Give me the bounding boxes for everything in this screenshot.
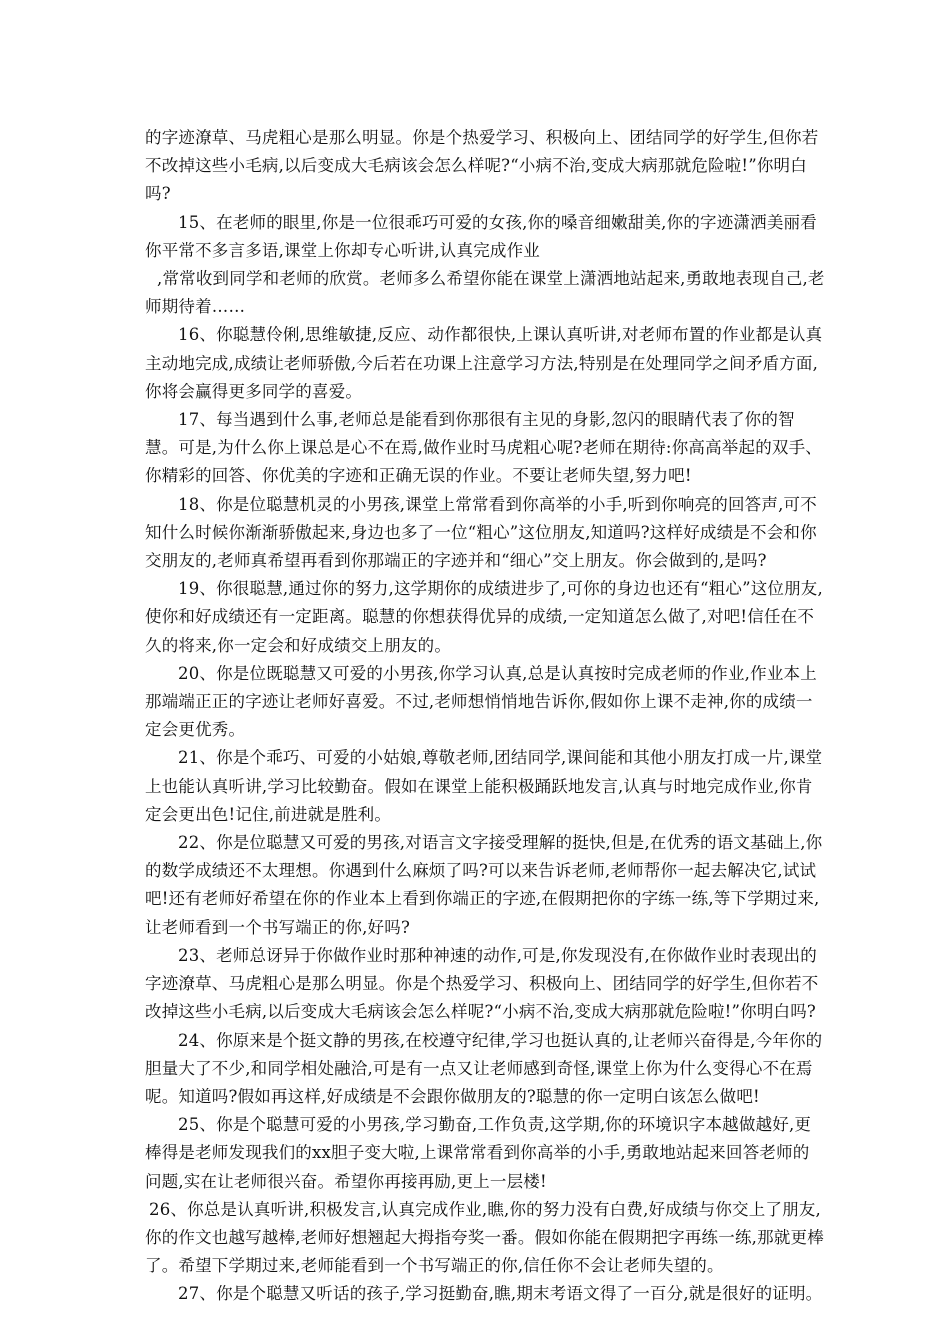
paragraph-15-continuation: ,常常收到同学和老师的欣赏。老师多么希望你能在课堂上潇洒地站起来,勇敢地表现自己,老师期待着…… [145, 269, 825, 317]
paragraph-24: 24、你原来是个挺文静的男孩,在校遵守纪律,学习也挺认真的,让老师兴奋得是,今年你的胆量大了不少,和同学相处融洽,可是有一点又让老师感到奇怪,课堂上你为什么变得心不在焉呢。知道吗?假如再这样,好成绩是不会跟你做朋友的?聪慧的你一定明白该怎么做吧! [145, 1030, 823, 1106]
paragraph-18: 18、你是位聪慧机灵的小男孩,课堂上常常看到你高举的小手,听到你响亮的回答声,可不知什么时候你渐渐骄傲起来,身边也多了一位“粗心”这位朋友,知道吗?这样好成绩是不会和你交朋友的,老师真希望再看到你那端正的字迹并和“细心”交上朋友。你会做到的,是吗? [145, 494, 817, 571]
paragraph-23: 23、老师总讶异于你做作业时那种神速的动作,可是,你发现没有,在你做作业时表现出的字迹潦草、马虎粗心是那么明显。你是个热爱学习、积极向上、团结同学的好学生,但你若不改掉这些小毛病,以后变成大毛病该会怎么样呢?“小病不治,变成大病那就危险啦!”你明白吗? [145, 945, 819, 1022]
document-body [145, 124, 825, 1309]
paragraph-17: 17、每当遇到什么事,老师总是能看到你那很有主见的身影,忽闪的眼睛代表了你的智慧。可是,为什么你上课总是心不在焉,做作业时马虎粗心呢?老师在期待:你高高举起的双手、你精彩的回答、你优美的字迹和正确无误的作业。不要让老师失望,努力吧! [145, 410, 822, 486]
paragraph-continuation: 的字迹潦草、马虎粗心是那么明显。你是个热爱学习、积极向上、团结同学的好学生,但你若不改掉这些小毛病,以后变成大毛病该会怎么样呢?“小病不治,变成大病那就危险啦!”你明白吗? [145, 128, 819, 204]
paragraph-26: 26、你总是认真听讲,积极发言,认真完成作业,瞧,你的努力没有白费,好成绩与你交上了朋友,你的作文也越写越棒,老师好想翘起大拇指夸奖一番。假如你能在假期把字再练一练,那就更棒了。希望下学期过来,老师能看到一个书写端正的你,信任你不会让老师失望的。 [145, 1199, 824, 1276]
paragraph-21: 21、你是个乖巧、可爱的小姑娘,尊敬老师,团结同学,课间能和其他小朋友打成一片,课堂上也能认真听讲,学习比较勤奋。假如在课堂上能积极踊跃地发言,认真与时地完成作业,你肯定会更出色!记住,前进就是胜利。 [145, 748, 823, 824]
paragraph-15: 15、在老师的眼里,你是一位很乖巧可爱的女孩,你的嗓音细嫩甜美,你的字迹潇洒美丽看你平常不多言多语,课堂上你却专心听讲,认真完成作业 [145, 212, 817, 260]
paragraph-19: 19、你很聪慧,通过你的努力,这学期你的成绩进步了,可你的身边也还有“粗心”这位朋友,使你和好成绩还有一定距离。聪慧的你想获得优异的成绩,一定知道怎么做了,对吧!信任在不久的将来,你一定会和好成绩交上朋友的。 [145, 579, 823, 655]
paragraph-25: 25、你是个聪慧可爱的小男孩,学习勤奋,工作负责,这学期,你的环境识字本越做越好,更棒得是老师发现我们的xx胆子变大啦,上课常常看到你高举的小手,勇敢地站起来回答老师的问题,实在让老师很兴奋。希望你再接再励,更上一层楼! [145, 1115, 812, 1191]
paragraph-22: 22、你是位聪慧又可爱的男孩,对语言文字接受理解的挺快,但是,在优秀的语文基础上,你的数学成绩还不太理想。你遇到什么麻烦了吗?可以来告诉老师,老师帮你一起去解决它,试试吧!还有老师好希望在你的作业本上看到你端正的字迹,在假期把你的字练一练,等下学期过来,让老师看到一个书写端正的你,好吗? [145, 833, 823, 937]
paragraph-27: 27、你是个聪慧又听话的孩子,学习挺勤奋,瞧,期末考语文得了一百分,就是很好的证明。 [178, 1284, 823, 1304]
paragraph-20: 20、你是位既聪慧又可爱的小男孩,你学习认真,总是认真按时完成老师的作业,作业本上那端端正正的字迹让老师好喜爱。不过,老师想悄悄地告诉你,假如你上课不走神,你的成绩一定会更优秀。 [145, 663, 817, 740]
paragraph-16: 16、你聪慧伶俐,思维敏捷,反应、动作都很快,上课认真听讲,对老师布置的作业都是认真主动地完成,成绩让老师骄傲,今后若在功课上注意学习方法,特别是在处理同学之间矛盾方面,你将会赢得更多同学的喜爱。 [145, 325, 823, 401]
